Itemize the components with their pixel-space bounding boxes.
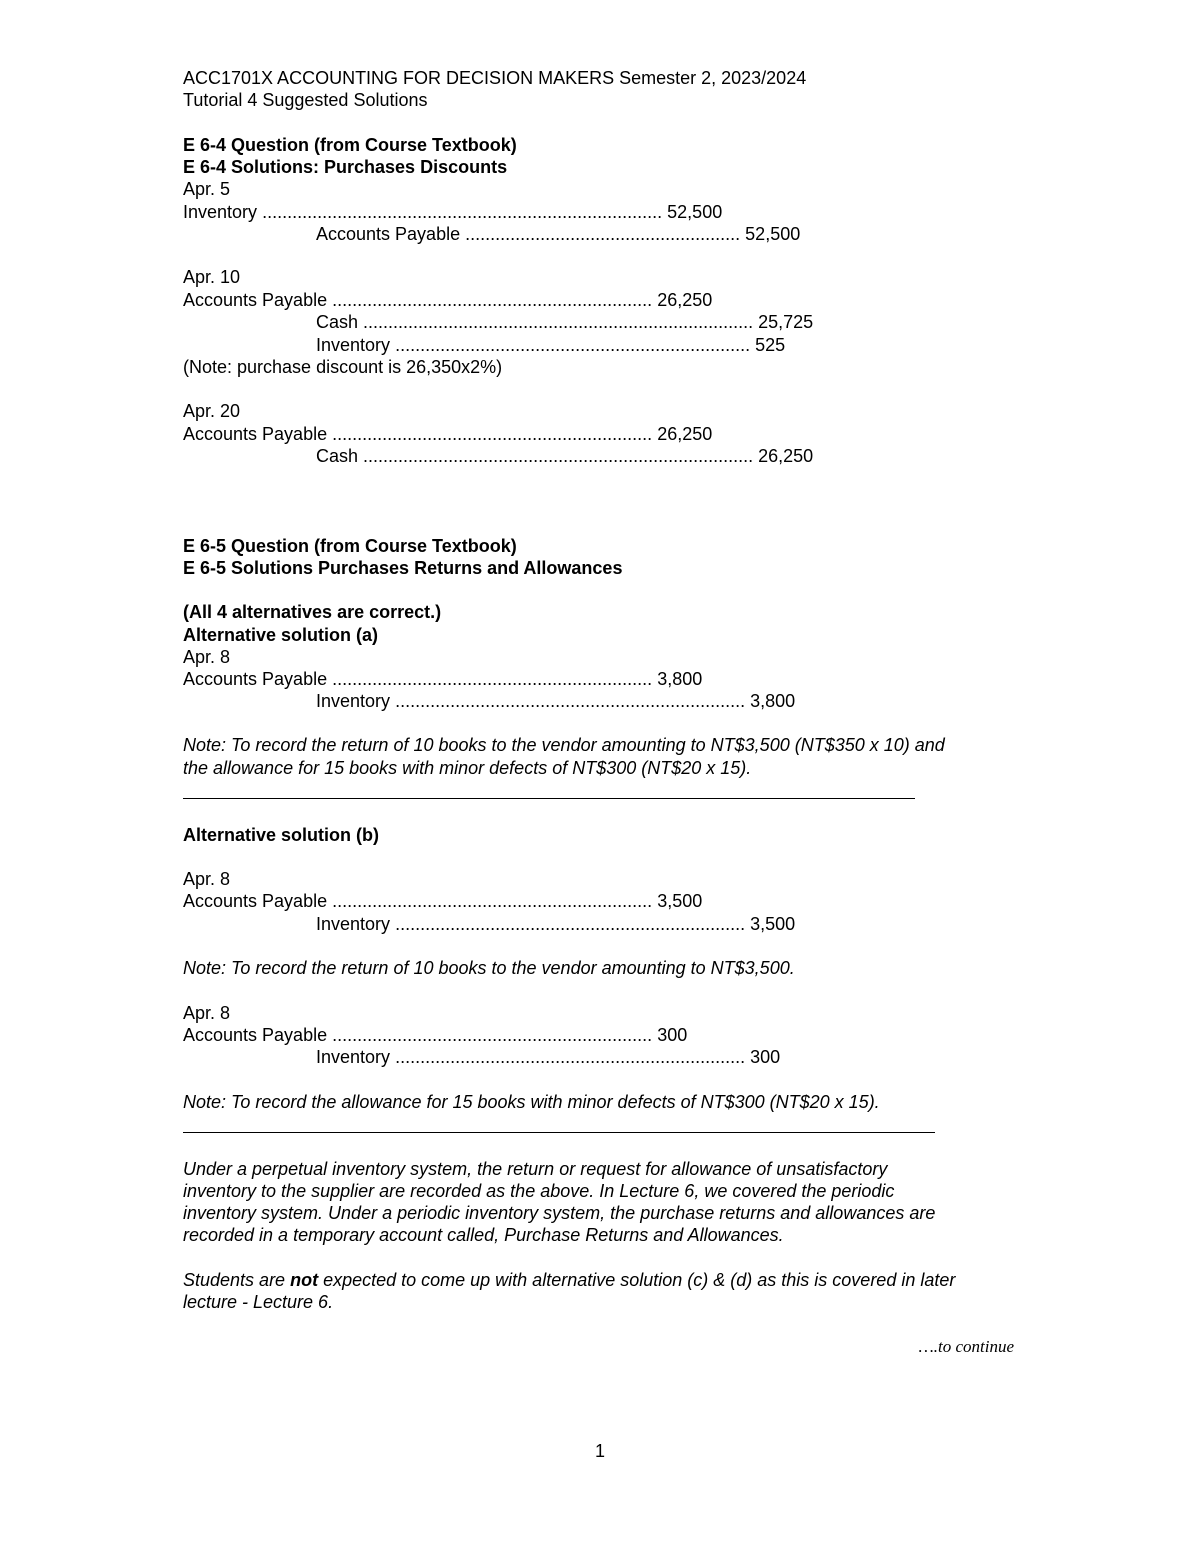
credit-amount: 525	[755, 335, 786, 355]
debit-account: Accounts Payable	[183, 290, 328, 310]
credit-account: Accounts Payable	[316, 224, 461, 244]
alt-a-note-line2: the allowance for 15 books with minor defects of NT$300 (NT$20 x 15).	[183, 758, 752, 778]
credit-account: Inventory	[316, 691, 391, 711]
debit-account: Accounts Payable	[183, 891, 328, 911]
journal-credit-line: Inventory ...................................................................... 3,800	[316, 691, 796, 711]
e64-apr20-date: Apr. 20	[183, 401, 241, 421]
alt-b-entry1-date: Apr. 8	[183, 869, 231, 889]
credit-amount: 52,500	[745, 224, 801, 244]
debit-amount: 3,800	[657, 669, 703, 689]
credit-account: Cash	[316, 446, 359, 466]
e64-question-heading: E 6-4 Question (from Course Textbook)	[183, 135, 517, 155]
e64-apr10-date: Apr. 10	[183, 267, 241, 287]
debit-account: Accounts Payable	[183, 1025, 328, 1045]
alternatives-note: (All 4 alternatives are correct.)	[183, 602, 442, 622]
journal-credit-line: Inventory ...................................................................... 3,500	[316, 914, 796, 934]
section-divider	[183, 798, 915, 799]
debit-amount: 52,500	[667, 202, 723, 222]
journal-debit-line: Accounts Payable ................................................................ 3,800	[183, 669, 703, 689]
journal-credit-line: Cash .............................................................................. 25,725	[316, 312, 814, 332]
alt-b-entry2-note: Note: To record the allowance for 15 books with minor defects of NT$300 (NT$20 x 15).	[183, 1092, 880, 1112]
journal-credit-line: Inventory ...................................................................... 300	[316, 1047, 781, 1067]
students-para-line2: lecture - Lecture 6.	[183, 1292, 334, 1312]
e64-solution-heading: E 6-4 Solutions: Purchases Discounts	[183, 157, 508, 177]
students-para-before: Students are	[183, 1270, 291, 1290]
e64-discount-note: (Note: purchase discount is 26,350x2%)	[183, 357, 503, 377]
credit-account: Inventory	[316, 1047, 391, 1067]
course-header: ACC1701X ACCOUNTING FOR DECISION MAKERS Semester 2, 2023/2024	[183, 68, 807, 88]
alt-b-entry1-note: Note: To record the return of 10 books to the vendor amounting to NT$3,500.	[183, 958, 795, 978]
journal-credit-line: Inventory ....................................................................... 525	[316, 335, 786, 355]
alt-b-entry2-date: Apr. 8	[183, 1003, 231, 1023]
credit-account: Inventory	[316, 914, 391, 934]
perpetual-para-line: Under a perpetual inventory system, the return or request for allowance of unsatisfactory	[183, 1159, 888, 1179]
journal-debit-line: Inventory ................................................................................ 52,500	[183, 202, 723, 222]
credit-amount: 26,250	[758, 446, 814, 466]
section-divider	[183, 1132, 935, 1133]
tutorial-subtitle: Tutorial 4 Suggested Solutions	[183, 90, 428, 110]
debit-account: Accounts Payable	[183, 669, 328, 689]
debit-account: Accounts Payable	[183, 424, 328, 444]
perpetual-para-line: recorded in a temporary account called, Purchase Returns and Allowances.	[183, 1225, 784, 1245]
debit-amount: 3,500	[657, 891, 703, 911]
students-para-emphasis: not	[290, 1270, 319, 1290]
alt-a-heading: Alternative solution (a)	[183, 625, 379, 645]
credit-amount: 25,725	[758, 312, 814, 332]
debit-amount: 26,250	[657, 290, 713, 310]
journal-debit-line: Accounts Payable ................................................................ 26,250	[183, 424, 713, 444]
debit-amount: 300	[657, 1025, 688, 1045]
students-para-after: expected to come up with alternative solution (c) & (d) as this is covered in later	[318, 1270, 956, 1290]
students-para-line1	[183, 1269, 955, 1291]
journal-debit-line: Accounts Payable ................................................................ 26,250	[183, 290, 713, 310]
e65-solution-heading: E 6-5 Solutions Purchases Returns and Allowances	[183, 558, 623, 578]
journal-debit-line: Accounts Payable ................................................................ 3,500	[183, 891, 703, 911]
perpetual-para-line: inventory to the supplier are recorded as the above. In Lecture 6, we covered the periodic	[183, 1181, 895, 1201]
credit-amount: 3,800	[750, 691, 796, 711]
credit-amount: 3,500	[750, 914, 796, 934]
e64-apr5-date: Apr. 5	[183, 179, 231, 199]
alt-a-note-line1: Note: To record the return of 10 books to the vendor amounting to NT$3,500 (NT$350 x 10) and	[183, 735, 945, 755]
journal-credit-line: Cash .............................................................................. 26,250	[316, 446, 814, 466]
perpetual-para-line: inventory system. Under a periodic inventory system, the purchase returns and allowances are	[183, 1203, 936, 1223]
debit-amount: 26,250	[657, 424, 713, 444]
credit-account: Inventory	[316, 335, 391, 355]
alt-b-heading: Alternative solution (b)	[183, 825, 380, 845]
page-number: 1	[594, 1441, 605, 1461]
e65-question-heading: E 6-5 Question (from Course Textbook)	[183, 536, 517, 556]
journal-credit-line: Accounts Payable ....................................................... 52,500	[316, 224, 801, 244]
credit-account: Cash	[316, 312, 359, 332]
debit-account: Inventory	[183, 202, 258, 222]
credit-amount: 300	[750, 1047, 781, 1067]
alt-a-date: Apr. 8	[183, 647, 231, 667]
journal-debit-line: Accounts Payable ................................................................ 300	[183, 1025, 688, 1045]
continue-note: ….to continue	[918, 1337, 1014, 1356]
